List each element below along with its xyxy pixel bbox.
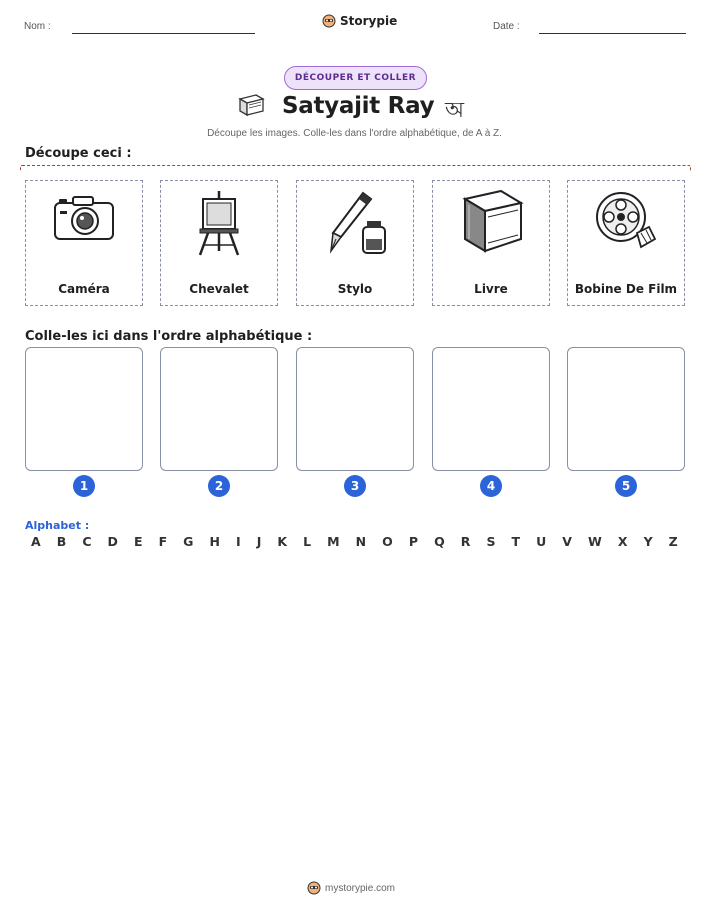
instructions: Découpe les images. Colle-les dans l'ordre alphabétique, de A à Z. <box>207 128 502 139</box>
alphabet-letter: L <box>303 534 312 549</box>
cut-card-film-reel[interactable] <box>567 180 685 306</box>
alphabet-heading: Alphabet : <box>25 519 90 532</box>
alphabet-letter: W <box>588 534 602 549</box>
paste-box-2[interactable] <box>160 347 278 471</box>
name-label: Nom : <box>24 21 51 32</box>
alphabet-letter: G <box>183 534 194 549</box>
paste-box-3[interactable] <box>296 347 414 471</box>
card-label: Chevalet <box>189 282 249 296</box>
name-line[interactable] <box>72 33 255 34</box>
cut-line <box>20 165 691 172</box>
cut-section-heading: Découpe ceci : <box>25 146 132 161</box>
alphabet-letter: H <box>209 534 220 549</box>
storypie-mascot-icon <box>322 14 336 28</box>
alphabet-letter: Y <box>643 534 653 549</box>
alphabet-letter: J <box>256 534 262 549</box>
footer <box>307 881 395 895</box>
brand-name: Storypie <box>340 14 398 28</box>
book-icon <box>455 189 527 255</box>
alphabet-letter: Q <box>434 534 445 549</box>
cut-card-easel[interactable] <box>160 180 278 306</box>
card-label: Stylo <box>337 282 373 296</box>
alphabet-letter: O <box>382 534 393 549</box>
alphabet-letter: P <box>408 534 419 549</box>
footer-url[interactable]: mystorypie.com <box>325 882 396 894</box>
alphabet-letter: E <box>133 534 143 549</box>
alphabet-letter: N <box>355 534 367 549</box>
page-title: Satyajit Ray <box>282 93 435 119</box>
date-label: Date : <box>493 21 520 32</box>
alphabet-letter: D <box>107 534 118 549</box>
cut-card-pen[interactable] <box>296 180 414 306</box>
paste-section-heading: Colle-les ici dans l'ordre alphabétique : <box>25 329 313 344</box>
card-label: Bobine De Film <box>574 282 678 296</box>
slot-number-3: 3 <box>344 475 366 497</box>
storypie-mascot-icon <box>307 881 321 895</box>
camera-icon <box>51 189 117 245</box>
film-reel-icon <box>593 189 659 255</box>
alphabet-letter: V <box>562 534 572 549</box>
alphabet-letter: R <box>460 534 471 549</box>
alphabet-letter: M <box>327 534 340 549</box>
card-label: Caméra <box>58 282 110 296</box>
alphabet-letter: I <box>236 534 241 549</box>
fountain-pen-icon <box>319 189 391 259</box>
slot-number-2: 2 <box>208 475 230 497</box>
alphabet-letter: K <box>277 534 288 549</box>
brand-logo <box>322 14 397 28</box>
slot-number-1: 1 <box>73 475 95 497</box>
alphabet-letter: Z <box>668 534 678 549</box>
alphabet-letter: F <box>158 534 168 549</box>
alphabet-letter: C <box>82 534 92 549</box>
alphabet-letter: S <box>486 534 496 549</box>
paste-box-4[interactable] <box>432 347 550 471</box>
cut-card-book[interactable] <box>432 180 550 306</box>
easel-icon <box>194 189 244 259</box>
alphabet-row <box>31 534 678 549</box>
paste-box-1[interactable] <box>25 347 143 471</box>
alphabet-letter: U <box>536 534 547 549</box>
activity-badge: DÉCOUPER ET COLLER <box>284 66 427 90</box>
slot-number-5: 5 <box>615 475 637 497</box>
title-glyph: অ <box>445 98 465 123</box>
alphabet-letter: T <box>511 534 521 549</box>
paste-box-5[interactable] <box>567 347 685 471</box>
cut-card-camera[interactable] <box>25 180 143 306</box>
book-icon <box>236 93 266 119</box>
alphabet-letter: A <box>31 534 41 549</box>
date-line[interactable] <box>539 33 686 34</box>
card-label: Livre <box>474 282 508 296</box>
slot-number-4: 4 <box>480 475 502 497</box>
alphabet-letter: X <box>617 534 628 549</box>
alphabet-letter: B <box>56 534 67 549</box>
